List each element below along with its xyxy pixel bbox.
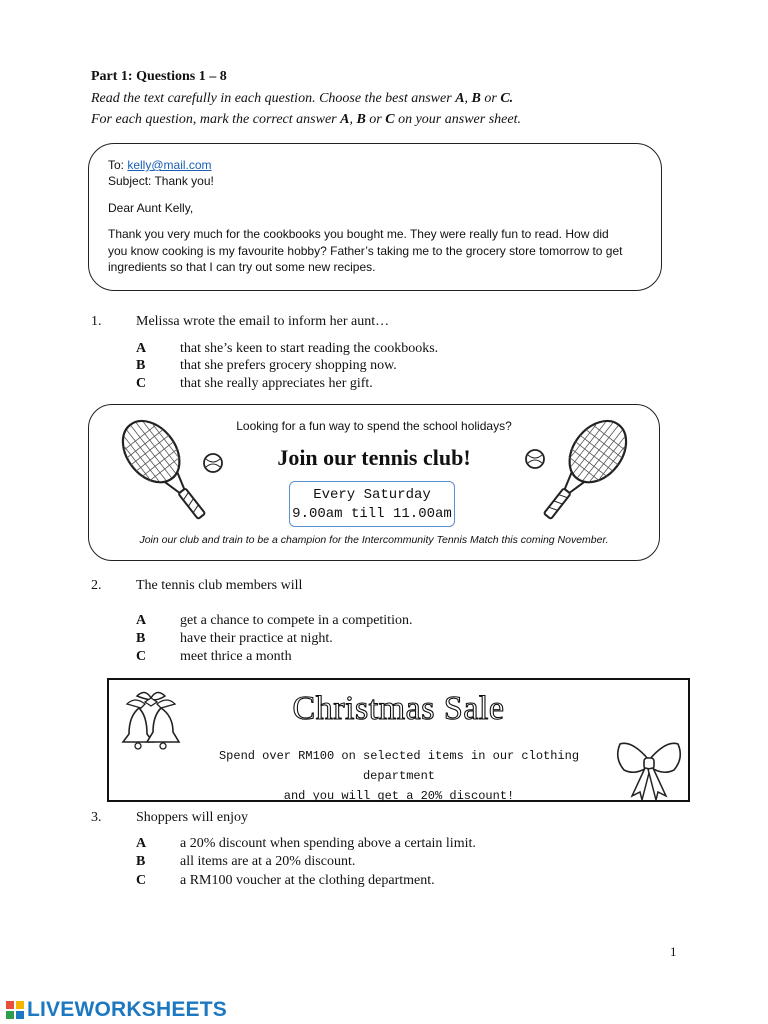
christmas-sale-text (181, 746, 617, 806)
question-text: Melissa wrote the email to inform her aunt… (136, 314, 390, 329)
option-letter[interactable]: A (136, 836, 147, 851)
option-text[interactable]: all items are at a 20% discount. (180, 854, 356, 869)
tennis-schedule-box (289, 481, 455, 527)
christmas-sale-title: Christmas Sale (292, 690, 505, 727)
option-text[interactable]: a 20% discount when spending above a certain limit. (180, 836, 476, 851)
option-letter[interactable]: B (136, 631, 146, 646)
email-address-link[interactable]: kelly@mail.com (127, 158, 212, 172)
tennis-title: Join our tennis club! (277, 445, 471, 470)
question-number: 3. (91, 810, 102, 825)
option-text[interactable]: meet thrice a month (180, 649, 292, 664)
option-text[interactable]: get a chance to compete in a competition. (180, 613, 413, 628)
email-box (88, 143, 662, 291)
option-text[interactable]: have their practice at night. (180, 631, 333, 646)
instruction-line-2: For each question, mark the correct answer A, B or C on your answer sheet. (91, 112, 521, 127)
part-title: Part 1: Questions 1 – 8 (91, 69, 227, 84)
email-to: To: kelly@mail.com (108, 158, 212, 172)
email-greeting: Dear Aunt Kelly, (108, 201, 194, 215)
option-text[interactable]: that she really appreciates her gift. (180, 376, 373, 391)
email-body-line: you know cooking is my favourite hobby? Father’s taking me to the grocery store tomorrow to get (108, 244, 623, 258)
option-text[interactable]: that she’s keen to start reading the cookbooks. (180, 341, 439, 356)
gift-bow-icon (614, 736, 684, 802)
christmas-sale-ad (107, 678, 690, 802)
page-number: 1 (670, 944, 677, 959)
option-letter[interactable]: C (136, 873, 147, 888)
tennis-club-ad (88, 404, 660, 561)
tennis-tagline: Looking for a fun way to spend the school holidays? (236, 419, 512, 433)
option-letter[interactable]: A (136, 341, 147, 356)
option-letter[interactable]: A (136, 613, 147, 628)
question-number: 2. (91, 578, 102, 593)
option-letter[interactable]: B (136, 854, 146, 869)
christmas-sale-line: Spend over RM100 on selected items in our clothing department (218, 749, 580, 783)
question-text: Shoppers will enjoy (136, 810, 248, 825)
option-letter[interactable]: B (136, 358, 146, 373)
option-text[interactable]: a RM100 voucher at the clothing department. (180, 873, 435, 888)
question-text: The tennis club members will (136, 578, 303, 593)
email-body-line: Thank you very much for the cookbooks you bought me. They were really fun to read. How did (108, 227, 609, 241)
liveworksheets-logo-icon (6, 1001, 24, 1019)
liveworksheets-logo-text: LIVEWORKSHEETS (27, 998, 227, 1021)
option-text[interactable]: that she prefers grocery shopping now. (180, 358, 397, 373)
tennis-schedule-day: Every Saturday (313, 487, 431, 503)
christmas-sale-line: and you will get a 20% discount! (283, 789, 515, 803)
question-number: 1. (91, 314, 102, 329)
tennis-schedule-time: 9.00am till 11.00am (292, 506, 452, 522)
email-subject: Subject: Thank you! (108, 174, 214, 188)
option-letter[interactable]: C (136, 376, 147, 391)
option-letter[interactable]: C (136, 649, 147, 664)
instruction-line-1: Read the text carefully in each question. Choose the best answer A, B or C. (91, 91, 514, 106)
email-body-line: ingredients so that I can try out some new recipes. (108, 260, 376, 274)
liveworksheets-logo[interactable] (6, 998, 227, 1022)
tennis-footer: Join our club and train to be a champion for the Intercommunity Tennis Match this coming November. (139, 534, 609, 546)
